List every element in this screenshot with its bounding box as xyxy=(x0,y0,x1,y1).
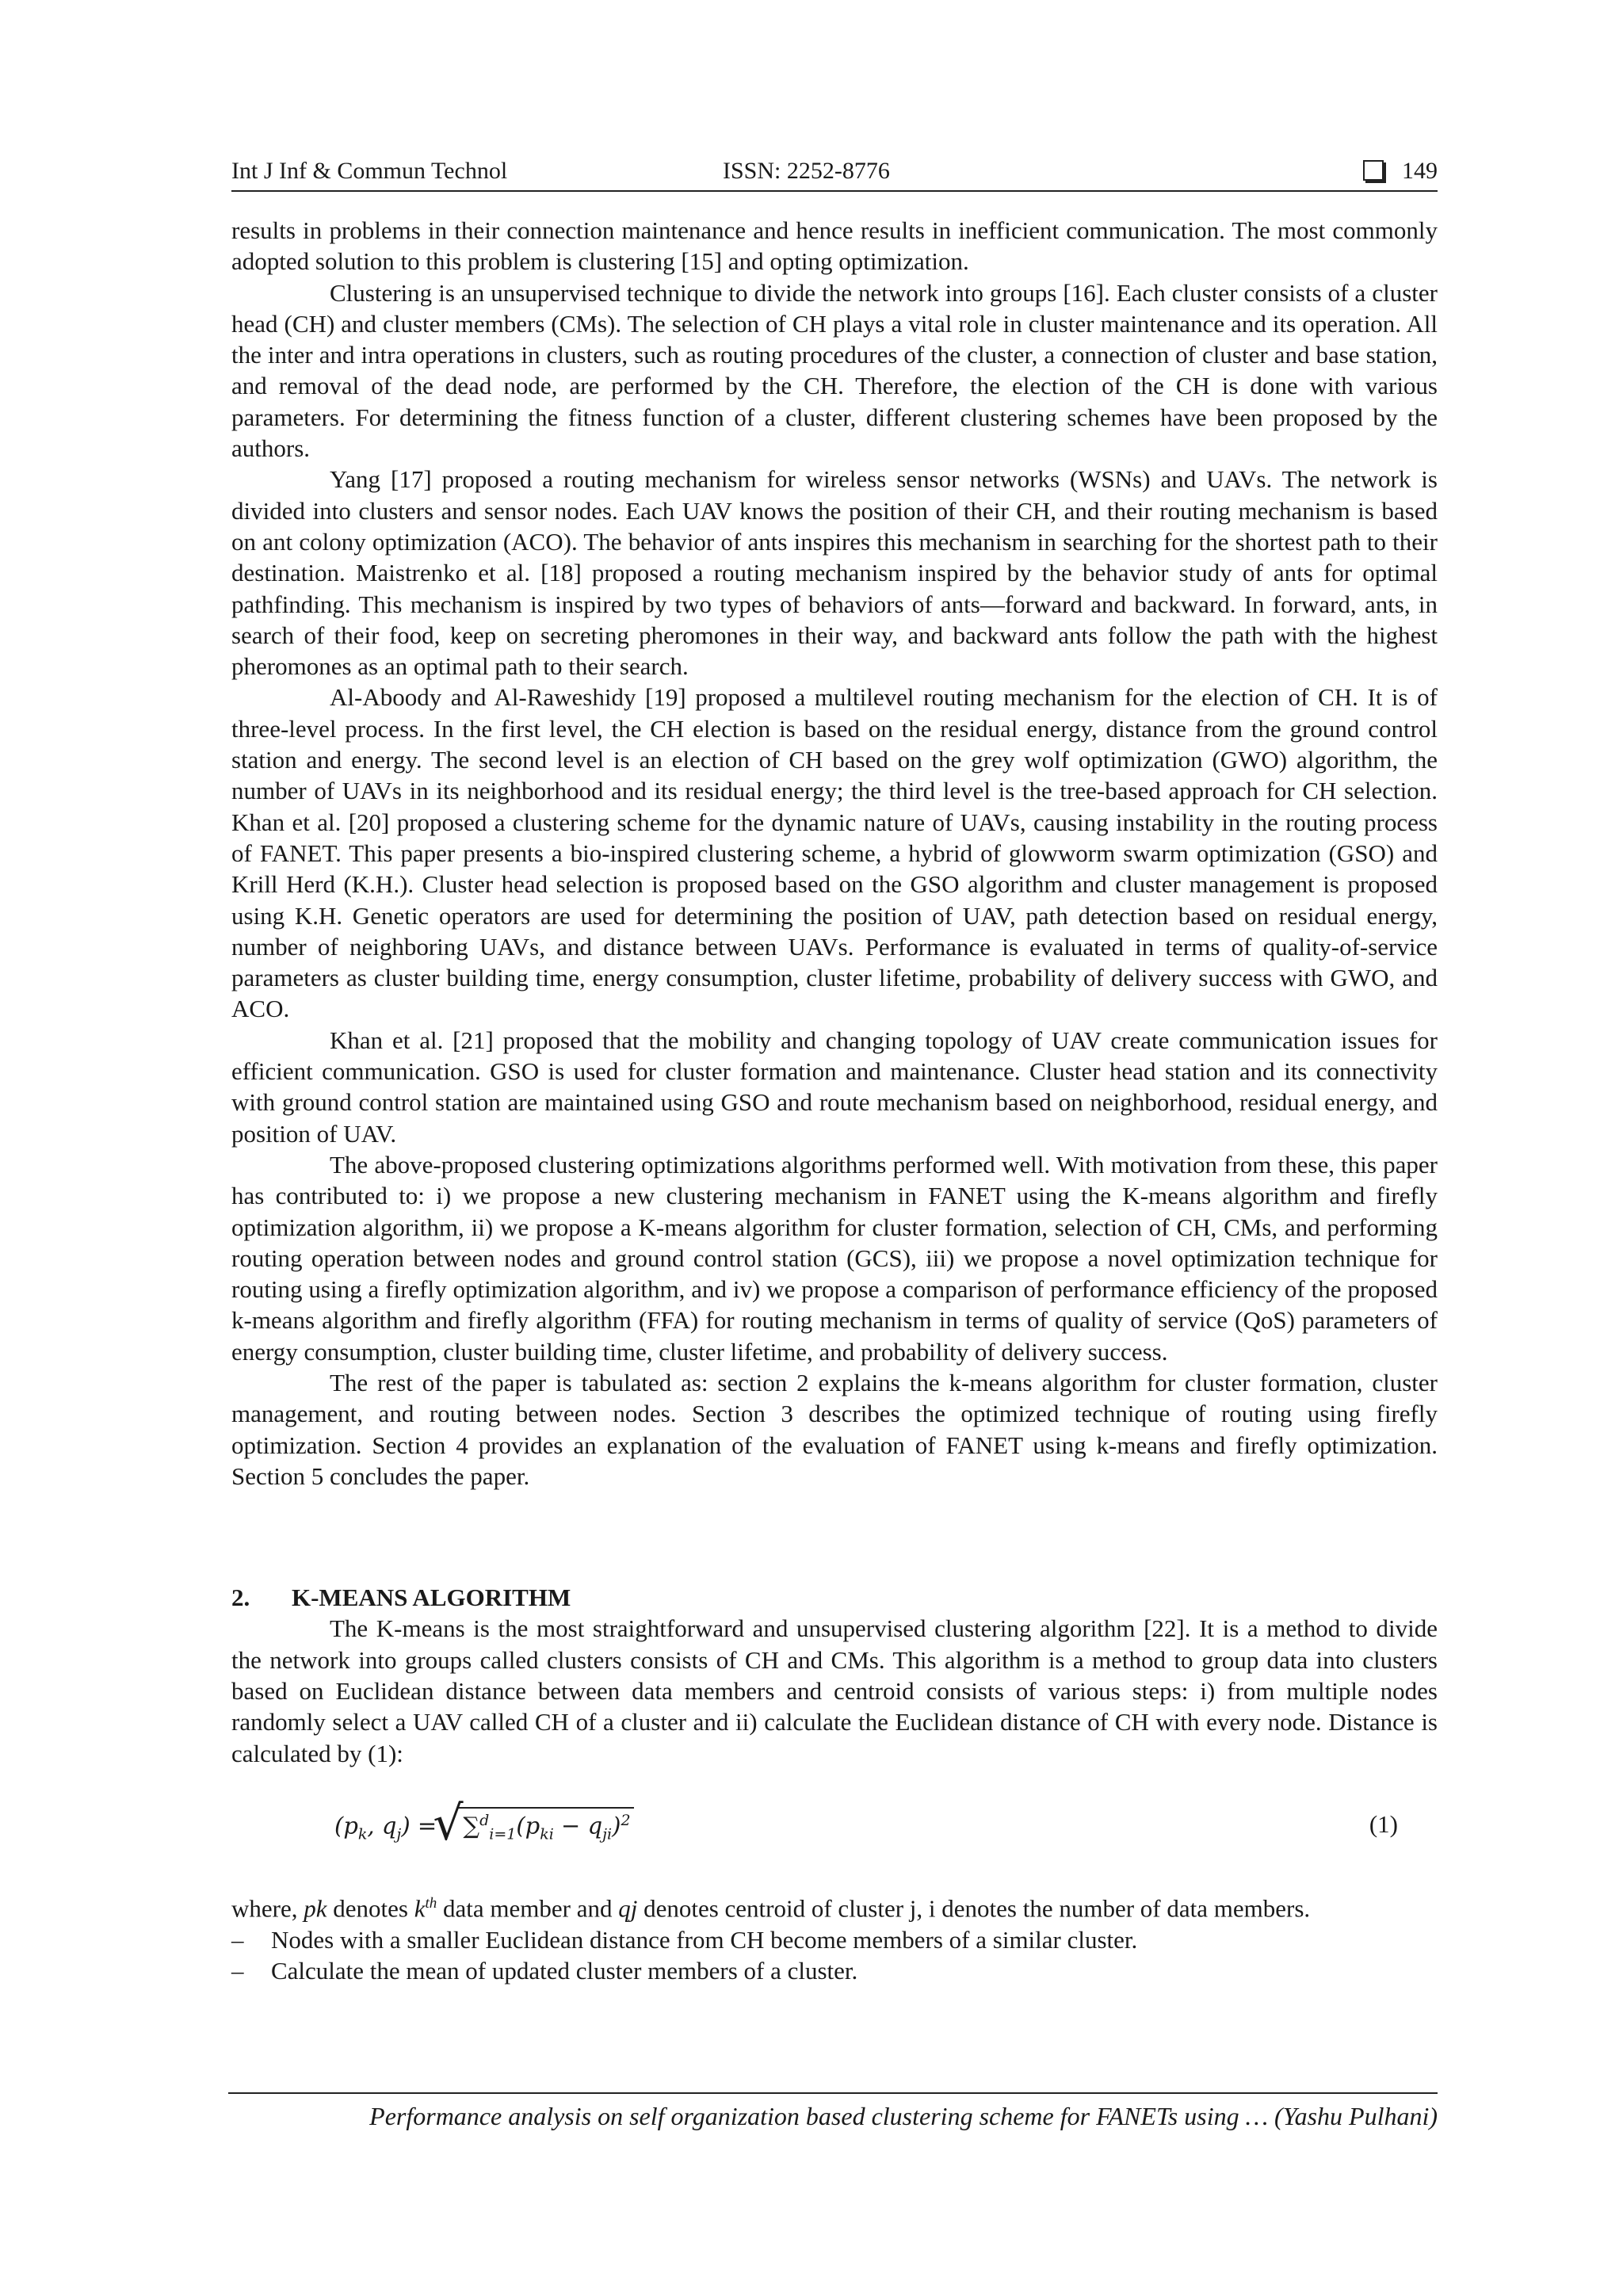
paragraph-5: Khan et al. [21] proposed that the mobility and changing topology of UAV create communication issues for efficient communication. GSO is used for cluster formation and maintenance. Cluster head station and its connectivity with ground control station are maintained using GSO and route mechanism based on neighborhood, residual energy, and position of UAV. xyxy=(231,1026,1438,1148)
equation-number: (1) xyxy=(1369,1809,1398,1838)
checkbox-square-icon xyxy=(1363,160,1384,181)
paragraph-4: Al-Aboody and Al-Raweshidy [19] proposed a multilevel routing mechanism for the election of CH. It is of three-level process. In the first level, the CH election is based on the residual energy, distance from the ground control station and energy. The second level is an election of CH based on the grey wolf optimization (GWO) algorithm, the number of UAVs in its neighborhood and its residual energy; the third level is the tree-based approach for CH selection. Khan et al. [20] proposed a clustering scheme for the dynamic nature of UAVs, causing instability in the routing process of FANET. This paper presents a bio-inspired clustering scheme, a hybrid of glowworm swarm optimization (GSO) and Krill Herd (K.H.). Cluster head selection is proposed based on the GSO algorithm and cluster management is proposed using K.H. Genetic operators are used for determining the position of UAV, path detection based on residual energy, number of neighboring UAVs, and distance between UAVs. Performance is evaluated in terms of quality-of-service parameters as cluster building time, energy consumption, cluster lifetime, probability of delivery success with GWO, and ACO. xyxy=(231,683,1438,1023)
list-item: – Nodes with a smaller Euclidean distance from CH become members of a similar cluster. xyxy=(231,1924,1438,1955)
section-number: 2. xyxy=(231,1584,250,1612)
section-heading xyxy=(231,1582,1438,1613)
list-item: – Calculate the mean of updated cluster members of a cluster. xyxy=(231,1955,1438,1986)
where-explanation: where, pk denotes $k^{th}$ data member and qj denotes centroid of cluster j, i denotes the number of data members. xyxy=(231,1894,1311,1923)
page-number: 149 xyxy=(1402,158,1438,184)
dash-bullet-icon: – xyxy=(231,1956,244,1985)
paragraph-7: The rest of the paper is tabulated as: section 2 explains the k-means algorithm for cluster formation, cluster management, and routing between nodes. Section 3 describes the optimized technique of routing using firefly optimization. Section 4 provides an explanation of the evaluation of FANET using k-means and firefly optimization. Section 5 concludes the paper. xyxy=(231,1368,1438,1490)
running-footer: Performance analysis on self organization based clustering scheme for FANETs using … (Yashu Pulhani) xyxy=(228,2092,1438,2132)
issn: ISSN: 2252-8776 xyxy=(723,158,890,184)
equation-formula: ($p_k$, $q_j$) = √ $\sum^d_{i=1}(p_{ki} - q_{ji})^2$ xyxy=(334,1807,634,1843)
qj-symbol: qj xyxy=(618,1894,638,1923)
section-title: K-MEANS ALGORITHM xyxy=(292,1584,571,1612)
equation-1 xyxy=(231,1786,1438,1874)
journal-name: Int J Inf & Commun Technol xyxy=(231,158,508,184)
k-symbol: k xyxy=(414,1894,426,1923)
section-paragraph: The K-means is the most straightforward and unsupervised clustering algorithm [22]. It is a method to divide the network into groups called clusters consists of CH and CMs. This algorithm is a method to group data into clusters based on Euclidean distance between data members and centroid consists of various steps: i) from multiple nodes randomly select a UAV called CH of a cluster and ii) calculate the Euclidean distance of CH with every node. Distance is calculated by (1): xyxy=(231,1614,1438,1767)
dash-bullet-icon: – xyxy=(231,1925,244,1954)
paragraph-2: Clustering is an unsupervised technique to divide the network into groups [16]. Each cluster consists of a cluster head (CH) and cluster members (CMs). The selection of CH plays a vital role in cluster maintenance and its operation. All the inter and intra operations in clusters, such as routing procedures of the cluster, a connection of cluster and base station, and removal of the dead node, are performed by the CH. Therefore, the election of the CH is done with various parameters. For determining the fitness function of a cluster, different clustering schemes have been proposed by the authors. xyxy=(231,278,1438,463)
running-header xyxy=(231,155,1438,192)
article-body xyxy=(231,215,1438,1986)
paragraph-6: The above-proposed clustering optimizations algorithms performed well. With motivation from these, this paper has contributed to: i) we propose a new clustering mechanism in FANET using the K-means algorithm and firefly optimization algorithm, ii) we propose a K-means algorithm for cluster formation, selection of CH, CMs, and performing routing operation between nodes and ground control station (GCS), iii) we propose a novel optimization technique for routing using a firefly optimization algorithm, and iv) we propose a comparison of performance efficiency of the proposed k-means algorithm and firefly algorithm (FFA) for routing mechanism in terms of quality of service (QoS) parameters of energy consumption, cluster building time, cluster lifetime, and probability of delivery success. xyxy=(231,1150,1438,1366)
paragraph-3: Yang [17] proposed a routing mechanism for wireless sensor networks (WSNs) and UAVs. The network is divided into clusters and sensor nodes. Each UAV knows the position of their CH, and their routing mechanism is based on ant colony optimization (ACO). The behavior of ants inspires this mechanism in searching for the shortest path to their destination. Maistrenko et al. [18] proposed a routing mechanism inspired by the behavior study of ants for optimal pathfinding. This mechanism is inspired by two types of behaviors of ants—forward and backward. In forward, ants, in search of their food, keep on secreting pheromones in their way, and backward ants follow the path with the highest pheromones as an optimal path to their search. xyxy=(231,465,1438,681)
pk-symbol: pk xyxy=(304,1894,327,1923)
paragraph-1: results in problems in their connection maintenance and hence results in inefficient communication. The most commonly adopted solution to this problem is clustering [15] and opting optimization. xyxy=(231,216,1438,276)
